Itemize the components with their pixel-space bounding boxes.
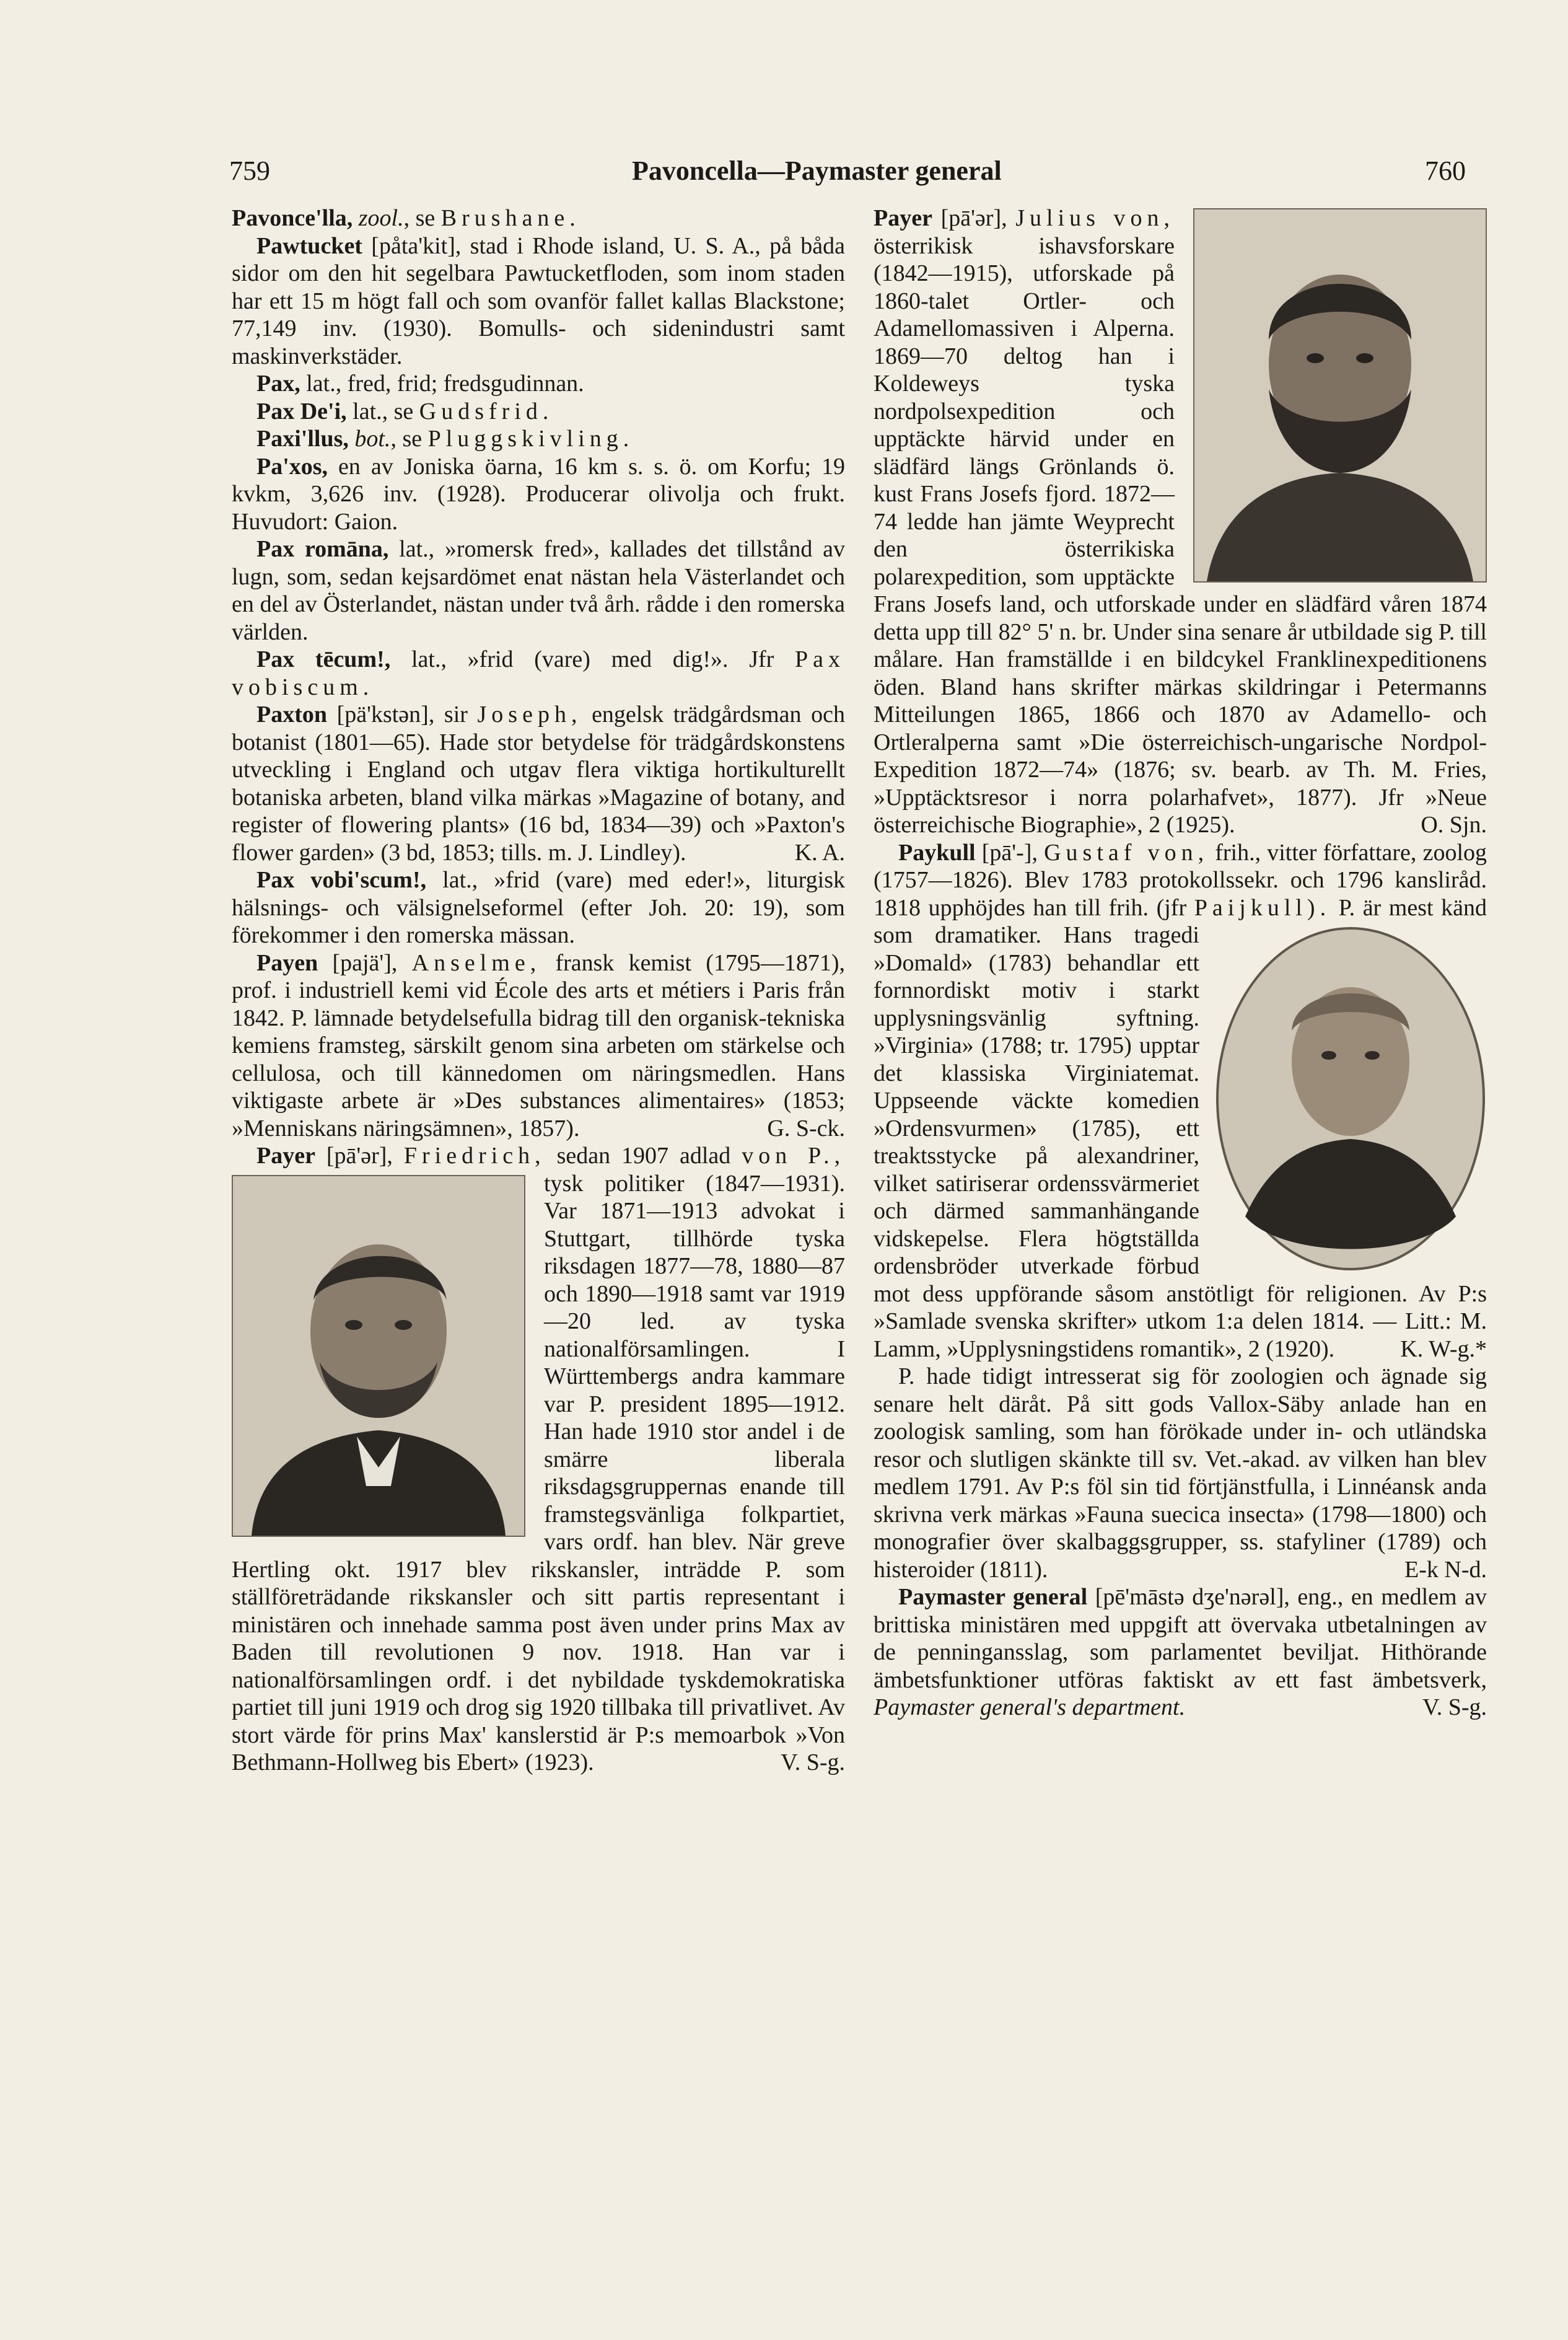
portrait-friedrich-payer bbox=[232, 1175, 525, 1537]
entry-paykull-zoology: P. hade tidigt intresserat sig för zoologien och ägnade sig senare helt däråt. På sitt gods Vallox-Säby anlade han en zoologisk samling, som han förökade under in- och utländska resor och slutligen skänkte till sv. Vet.-akad. av vilken han blev medlem 1791. Av P:s föl sin tid förtjänstfulla, i Linnéansk anda skrivna verk märkas »Fauna suecica insecta» (1798—1800) och monografier över skalbaggsgrupper, ss. stafyliner (1789) och histeroider (1811). E-k N-d. bbox=[874, 1363, 1487, 1583]
page-number-left: 759 bbox=[229, 156, 270, 186]
signature: K. A. bbox=[794, 839, 845, 866]
signature: K. W-g.* bbox=[1400, 1335, 1487, 1362]
portrait-gustaf-paykull bbox=[1214, 925, 1487, 1272]
signature: V. S-g. bbox=[1422, 1694, 1487, 1720]
entry-paxillus: Paxi'llus, bot., se Pluggskivling. bbox=[256, 426, 634, 452]
entry-paxton: Paxton [pä'kstən], sir Joseph, engelsk trädgårdsman och botanist (1801—65). Hade stor betydelse för trädgårdskonstens utveckling i England och utgav flera viktiga hortikulturellt botaniska arbeten, bland vilka märkas »Magazine of botany, and register of flowering plants» (16 bd, 1834—39) och »Paxton's flower garden» (3 bd, 1853; tills. m. J. Lindley). K. A. bbox=[232, 702, 845, 866]
left-column bbox=[232, 205, 845, 1777]
entry-pax-romana: Pax romāna, lat., »romersk fred», kallades det tillstånd av lugn, som, sedan kejsardömet enat nästan hela Västerlandet och en del av Österlandet, nästan under två årh. rådde i den romerska världen. bbox=[232, 536, 846, 645]
entry-pavoncella: Pavonce'lla, zool., se Brushane. bbox=[232, 205, 580, 231]
entry-payer-julius: Payer [pā'ər], Julius von, österrikisk ishavsforskare (1842—1915), utforskade på 1860-talet Ortler- och Adamellomassiven i Alperna. 1869—70 deltog han i Koldeweys tyska nordpolsexpedition och upptäckte härvid under en slädfärd längs Grönlands ö. kust Frans Josefs fjord. 1872—74 ledde han jämte Weyprecht den österrikiska polarexpedition, som upptäckte Frans Josefs land, och utforskade under en slädfärd våren 1874 detta upp till 82° 5' n. br. Under sina senare år utbildade sig P. till målare. Han framställde i en bildcykel Franklinexpeditionens öden. Bland hans skrifter märkas skildringar i Petermanns Mitteilungen 1865, 1866 och 1870 av Adamello- och Ortleralperna samt »Die österreichisch-ungarische Nordpol-Expedition 1872—74» (1876; sv. bearb. av Th. M. Fries, »Upptäcktsresor i norra polarhafvet», 1877). Jfr »Neue österreichische Biographie», 2 (1925). O. Sjn. bbox=[874, 205, 1487, 838]
running-title: Pavoncella—Paymaster general bbox=[632, 156, 1002, 186]
entry-pax-tecum: Pax tēcum!, lat., »frid (vare) med dig!». Jfr Pax vobiscum. bbox=[232, 646, 846, 700]
entry-pax: Pax, lat., fred, frid; fredsgudinnan. bbox=[256, 371, 584, 397]
entry-payen: Payen [pajä'], Anselme, fransk kemist (1795—1871), prof. i industriell kemi vid École des arts et métiers i Paris från 1842. P. lämnade betydelsefulla bidrag till den organisk-tekniska kemiens framsteg, särskilt genom sina arbeten om stärkelse och cellulosa, och till kännedomen om näringsmedlen. Hans viktigaste arbete är »Des substances alimentaires» (1853; »Menniskans näringsämnen», 1857). G. S-ck. bbox=[232, 949, 846, 1141]
entry-pax-dei: Pax De'i, lat., se Gudsfrid. bbox=[256, 398, 554, 424]
signature: O. Sjn. bbox=[1421, 812, 1487, 838]
entry-payer-friedrich: Payer [pā'ər], Friedrich, sedan 1907 adlad von P., tysk politiker (1847—1931). Var 1871—1913 advokat i Stuttgart, tillhörde tyska riksdagen 1877—78, 1880—87 och 1890—1918 samt var 1919—20 led. av tyska nationalförsamlingen. I Württembergs andra kammare var P. president 1895—1912. Han hade 1910 stor andel i de smärre liberala riksdagsgruppernas enande till framstegsvänliga folkpartiet, vars ordf. han blev. När greve Hertling okt. 1917 blev rikskansler, inträdde P. som ställföreträdande rikskansler och sitt partis representant i ministären och innehade samma post även under prins Max av Baden till revolutionen 9 nov. 1918. Han var i nationalförsamlingen ordf. i det nybildade tyskdemokratiska partiet till juni 1919 och drog sig 1920 tillbaka till privatlivet. Av stort värde för prins Max' kanslerstid är P:s memoarbok »Von Bethmann-Hollweg bis Ebert» (1923). V. S-g. bbox=[232, 1143, 846, 1775]
signature: V. S-g. bbox=[781, 1749, 845, 1775]
entry-paymaster-general: Paymaster general [pē'māstə dʒe'nərəl], eng., en medlem av brittiska ministären med uppgift att övervaka utbetalningen av de penningansslag, som parlamentet beviljat. Hithörande ämbetsfunktioner utföras faktiskt av ett fast ämbetsverk, Paymaster general's department. V. S-g. bbox=[874, 1584, 1487, 1720]
signature: E-k N-d. bbox=[1404, 1556, 1487, 1583]
right-column bbox=[874, 205, 1487, 1722]
entry-pax-vobiscum: Pax vobi'scum!, lat., »frid (vare) med eder!», liturgisk hälsnings- och välsignelseformel (efter Joh. 20: 19), som förekommer i den romerska mässan. bbox=[232, 867, 845, 948]
page-number-right: 760 bbox=[1425, 156, 1466, 186]
entry-paxos: Pa'xos, en av Joniska öarna, 16 km s. s. ö. om Korfu; 19 kvkm, 3,626 inv. (1928). Producerar olivolja och frukt. Huvudort: Gaion. bbox=[232, 453, 845, 535]
entry-pawtucket: Pawtucket [påta'kit], stad i Rhode island, U. S. A., på båda sidor om den hit segelbara Pawtucketfloden, som inom staden har ett 15 m högt fall och som ovanför fallet kallas Blackstone; 77,149 inv. (1930). Bomulls- och sidenindustri samt maskinverkstäder. bbox=[232, 232, 845, 369]
portrait-julius-payer bbox=[1193, 208, 1487, 583]
entry-paykull: Paykull [pā'-], Gustaf von, frih., vitter författare, zoolog (1757—1826). Blev 1783 protokollssekr. och 1796 kanslіråd. 1818 upphöjdes han till frih. (jfr Paijkull). P. är mest känd som dramatiker. Hans tragedi »Domald» (1783) behandlar ett fornnordiskt motiv i starkt upplysningsvänlig syftning. »Virginia» (1788; tr. 1795) upptar det klassiska Virginiatemat. Uppseende väckte komedien »Ordensvurmen» (1785), ett treaktsstycke på alexandriner, vilket satiriserar ordenssvärmeriet och därmed sammanhängande vidskepelse. Flera högtställda ordensbröder utverkade förbud mot dess uppförande såsom anstötligt för religionen. Av P:s »Samlade svenska skrifter» utkom 1:a delen 1814. — Litt.: M. Lamm, »Upplysningstidens romantik», 2 (1920). K. W-g.* bbox=[874, 839, 1487, 1362]
signature: G. S-ck. bbox=[767, 1115, 845, 1141]
